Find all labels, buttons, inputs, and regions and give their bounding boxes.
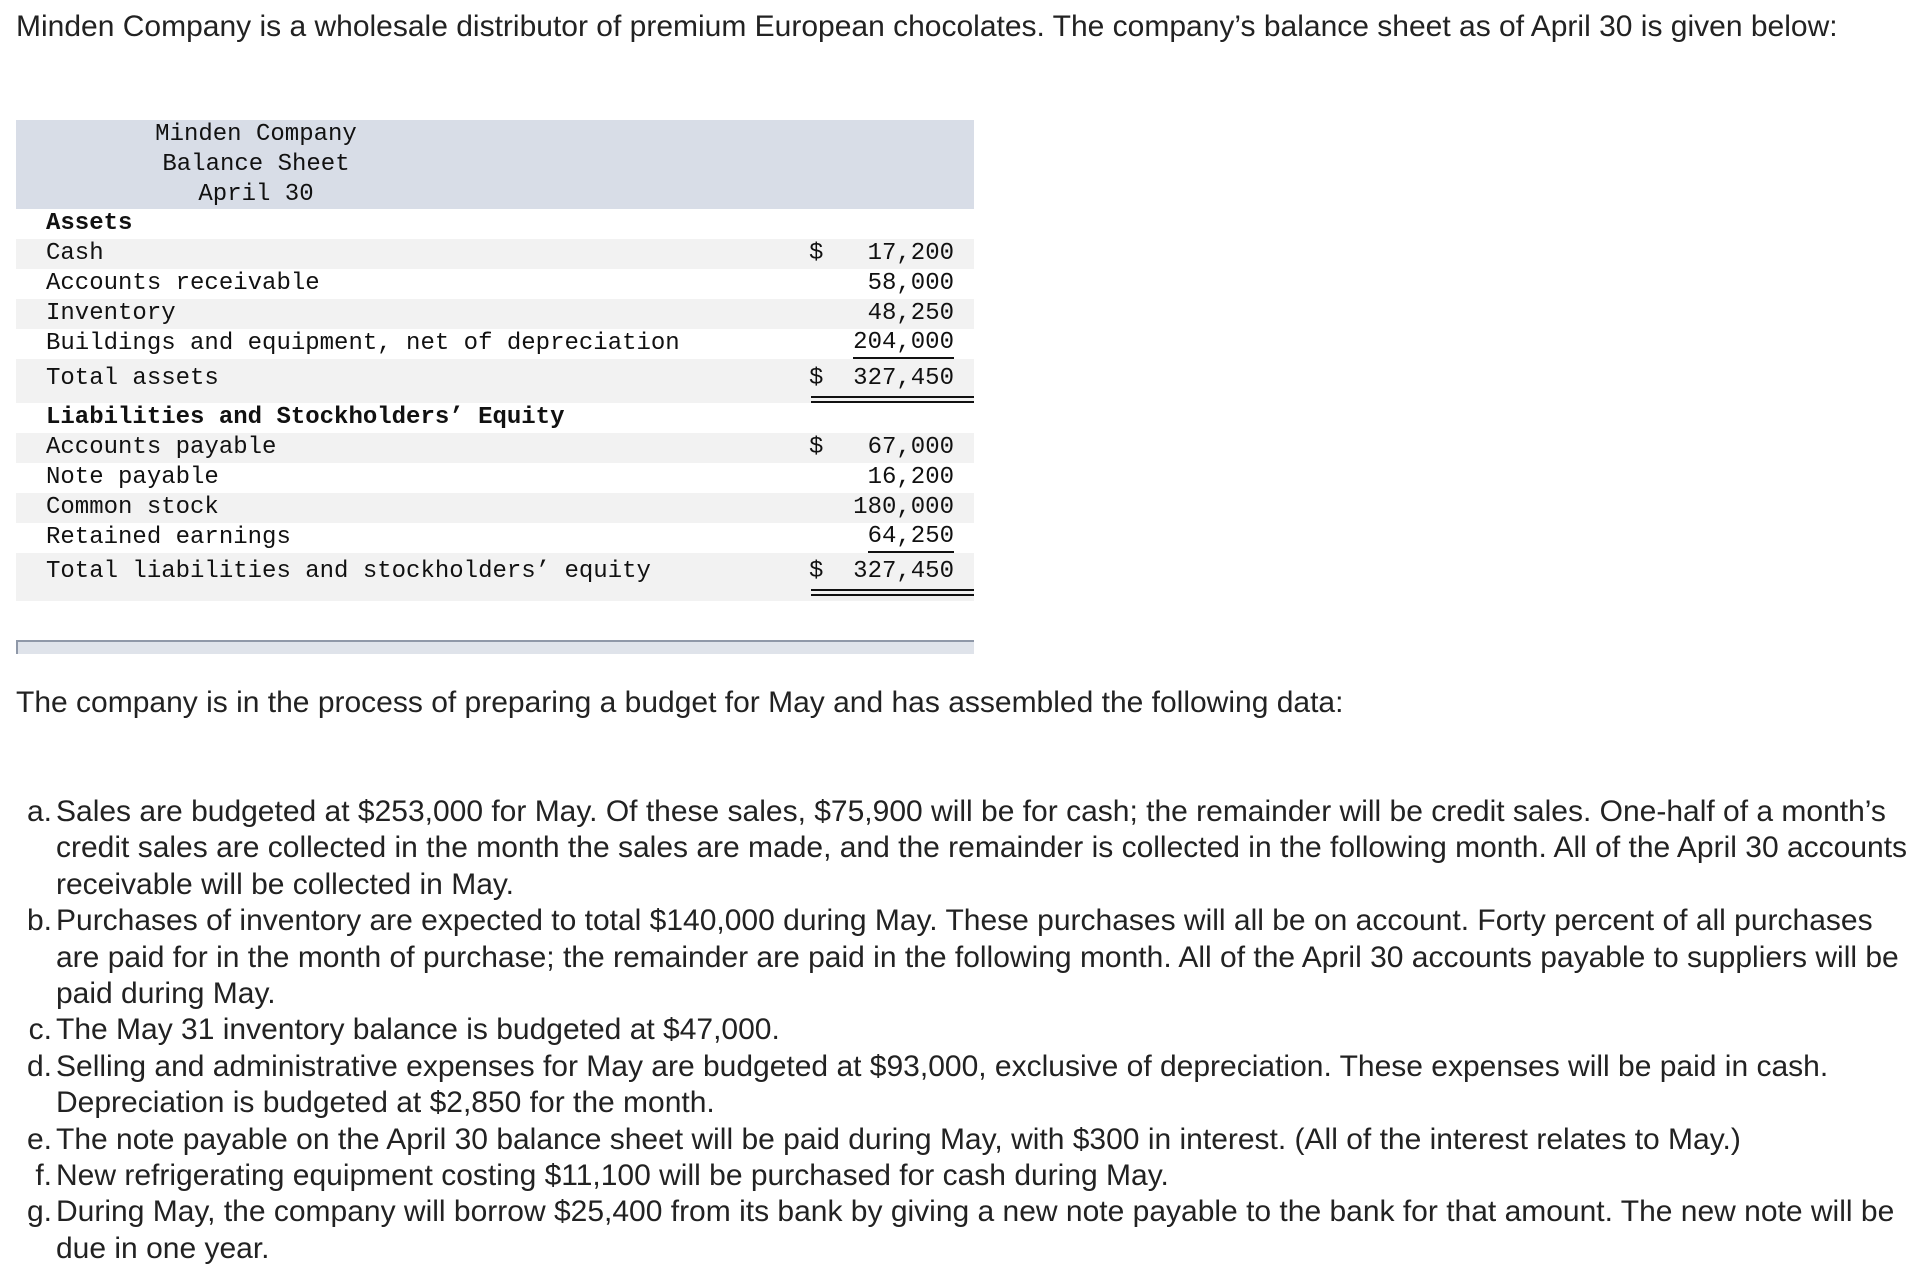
row-label: Cash — [46, 240, 104, 267]
row-amount: 58,000 — [867, 270, 954, 297]
item-marker: b. — [26, 904, 52, 938]
list-item — [16, 1049, 1916, 1122]
row-label: Buildings and equipment, net of depreciation — [46, 330, 680, 357]
item-text: The note payable on the April 30 balance sheet will be paid during May, with $300 in interest. (All of the interest relates to May.) — [56, 1122, 1741, 1156]
table-row — [16, 493, 974, 523]
item-text: Sales are budgeted at $253,000 for May. Of these sales, $75,900 will be for cash; the remainder will be credit sales. One-half of a month’s credit sales are collected in the month the sales are made, and the remainder is collected in the following month. All of the April 30 accounts receivable will be collected in May. — [56, 795, 1908, 901]
double-underline — [811, 396, 974, 403]
item-marker: a. — [26, 795, 52, 828]
row-amount: 67,000 — [867, 434, 954, 461]
budget-intro-text: The company is in the process of preparing a budget for May and has assembled the following data: — [16, 686, 1344, 719]
table-footer-bar — [16, 640, 974, 654]
list-item — [16, 1158, 1916, 1194]
list-item — [16, 903, 1916, 1012]
table-row — [16, 433, 974, 463]
total-liabilities-amount: 327,450 — [853, 558, 954, 585]
row-label: Accounts receivable — [46, 270, 320, 297]
table-row — [16, 239, 974, 269]
item-text: The May 31 inventory balance is budgeted at $47,000. — [56, 1013, 780, 1047]
item-text: New refrigerating equipment costing $11,100 will be purchased for cash during May. — [56, 1159, 1169, 1193]
problem-page — [16, 8, 1916, 1265]
row-amount: 48,250 — [867, 300, 954, 327]
row-label: Retained earnings — [46, 524, 291, 551]
table-row — [16, 463, 974, 493]
total-assets-label: Total assets — [46, 365, 219, 392]
item-marker: e. — [26, 1122, 52, 1156]
row-label: Common stock — [46, 494, 219, 521]
row-label: Accounts payable — [46, 434, 277, 461]
item-text: During May, the company will borrow $25,400 from its bank by giving a new note payable to the bank for that amount. The new note will be due in one year. — [56, 1195, 1895, 1265]
item-marker: f. — [35, 1159, 52, 1193]
table-row — [16, 299, 974, 329]
row-label: Note payable — [46, 464, 219, 491]
row-amount: 204,000 — [853, 329, 954, 359]
item-text: Selling and administrative expenses for May are budgeted at $93,000, exclusive of depreciation. These expenses will be paid in cash. Depreciation is budgeted at $2,850 for the month. — [56, 1049, 1829, 1120]
row-amount: 64,250 — [868, 523, 954, 553]
double-underline — [811, 589, 974, 596]
total-assets-row — [16, 359, 974, 403]
currency-sign: $ — [809, 365, 824, 392]
total-liabilities-row — [16, 553, 974, 601]
liabilities-heading-row — [16, 403, 974, 433]
item-text: Purchases of inventory are expected to total $140,000 during May. These purchases will all be on account. Forty percent of all purchases are paid for in the month of purchase; the remainder are paid in the following month. All of the April 30 accounts payable to suppliers will be paid during May. — [56, 904, 1899, 1011]
total-liabilities-label: Total liabilities and stockholders’ equity — [46, 558, 651, 585]
list-item — [16, 794, 1916, 903]
table-row — [16, 269, 974, 299]
company-name: Minden Company — [155, 121, 357, 148]
intro-text: Minden Company is a wholesale distributor of premium European chocolates. The company’s balance sheet as of April 30 is given below: — [16, 10, 1838, 43]
item-marker: c. — [28, 1013, 52, 1047]
list-item — [16, 1122, 1916, 1158]
currency-sign: $ — [809, 434, 824, 461]
table-row — [16, 523, 974, 553]
assets-heading: Assets — [46, 210, 133, 237]
balance-sheet-table — [16, 120, 974, 601]
table-row — [16, 329, 974, 359]
balance-sheet-header — [16, 120, 974, 209]
assets-heading-row — [16, 209, 974, 239]
statement-date: April 30 — [198, 181, 314, 208]
list-item — [16, 1012, 1916, 1048]
row-label: Inventory — [46, 300, 176, 327]
budget-data-list — [16, 794, 1916, 1267]
total-assets-amount: 327,450 — [853, 365, 954, 392]
item-marker: d. — [26, 1049, 52, 1083]
item-marker: g. — [26, 1195, 52, 1229]
row-amount: 17,200 — [867, 240, 954, 267]
statement-title: Balance Sheet — [162, 151, 350, 178]
row-amount: 16,200 — [867, 464, 954, 491]
list-item — [16, 1194, 1916, 1267]
currency-sign: $ — [809, 240, 824, 267]
row-amount: 180,000 — [853, 494, 954, 521]
currency-sign: $ — [809, 558, 824, 585]
liabilities-heading: Liabilities and Stockholders’ Equity — [46, 404, 565, 431]
